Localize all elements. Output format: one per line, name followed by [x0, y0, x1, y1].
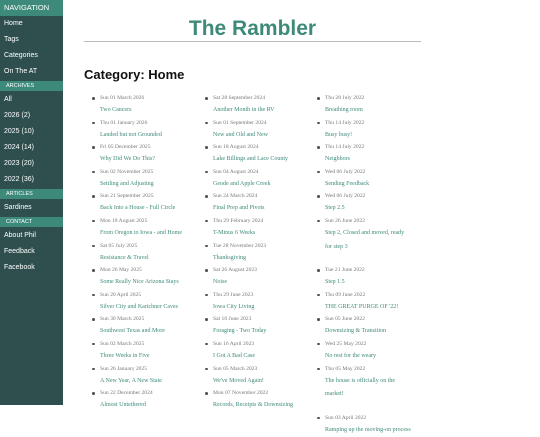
post-date: Tue 21 June 2022 — [317, 265, 425, 276]
post-list-item — [317, 167, 425, 192]
contact-link-feedback[interactable]: Feedback — [4, 248, 35, 255]
post-column-2 — [205, 93, 313, 413]
post-date: Sun 21 September 2025 — [92, 191, 200, 202]
post-list-item — [317, 265, 425, 290]
post-date: Mon 26 May 2025 — [92, 265, 200, 276]
post-list-item — [205, 339, 313, 364]
post-title-link[interactable]: Back Into a House - Full Circle — [100, 205, 176, 212]
post-date: Thu 05 May 2022 — [317, 364, 425, 375]
post-title-link[interactable]: Step 1.5 — [325, 279, 345, 286]
post-title-link[interactable]: Three Weeks in Five — [100, 352, 150, 359]
post-list-item — [205, 241, 313, 266]
post-list-item — [317, 388, 425, 413]
post-list-item — [205, 167, 313, 192]
contact-header: CONTACT — [0, 217, 63, 227]
post-title-link[interactable]: No rest for the weary — [325, 352, 376, 359]
post-title-link[interactable]: Final Prep and Pivots — [213, 205, 265, 212]
post-date: Sun 16 April 2023 — [205, 339, 313, 350]
post-list-item — [92, 93, 200, 118]
nav-link-tags[interactable]: Tags — [4, 36, 19, 43]
post-title-link[interactable]: Landed but not Grounded — [100, 131, 162, 138]
title-divider — [84, 41, 421, 42]
post-title-link[interactable]: Why Did We Do This? — [100, 156, 155, 163]
post-date: Thu 09 June 2022 — [317, 290, 425, 301]
post-list-item — [205, 118, 313, 143]
post-title-link[interactable]: Lake Billings and Lace County — [213, 156, 288, 163]
post-title-link[interactable]: We've Moved Again! — [213, 377, 264, 384]
post-date: Sat 26 August 2023 — [205, 265, 313, 276]
article-link-sardines[interactable]: Sardines — [4, 204, 32, 211]
post-date: Thu 29 June 2023 — [205, 290, 313, 301]
contact-link-about-phil[interactable]: About Phil — [4, 232, 36, 239]
post-list-item — [92, 142, 200, 167]
post-title-link[interactable]: Iowa City Living — [213, 303, 255, 310]
post-title-link[interactable]: Another Month in the RV — [213, 107, 275, 113]
post-date: Mon 07 November 2022 — [205, 388, 313, 399]
post-list-item — [317, 364, 425, 389]
archive-link-all[interactable]: All — [4, 96, 12, 103]
post-list-item — [205, 364, 313, 389]
post-title-link[interactable]: T-Minus 6 Weeks — [213, 229, 256, 236]
post-title-link[interactable]: Silver City and Kartchner Caves — [100, 303, 178, 310]
post-date: Sun 03 April 2022 — [317, 413, 425, 424]
post-title-link[interactable]: Step 2.5 — [325, 205, 345, 212]
post-title-link[interactable]: THE GREAT PURGE OF '22! — [325, 303, 399, 310]
archive-link-2025[interactable]: 2025 (10) — [4, 128, 34, 135]
post-list-item — [317, 118, 425, 143]
post-title-link[interactable]: A New Year, A New State — [100, 377, 162, 384]
articles-header: ARTICLES — [0, 189, 63, 199]
post-title-link[interactable]: Some Really Nice Arizona Stays — [100, 279, 179, 286]
post-title-link[interactable]: Almost Untethered — [100, 402, 146, 409]
post-title-link[interactable]: Downsizing & Transition — [325, 328, 387, 335]
post-date: Sat 05 July 2025 — [92, 241, 200, 252]
post-title-link[interactable]: Settling and Adjusting — [100, 180, 154, 187]
site-title[interactable]: The Rambler — [188, 17, 317, 40]
post-title-link[interactable]: Breathing room — [325, 107, 363, 113]
post-title-link[interactable]: Foraging - Two Today — [213, 328, 267, 335]
post-date: Sun 01 September 2024 — [205, 118, 313, 129]
post-date: Sun 24 March 2024 — [205, 191, 313, 202]
post-date: Sun 05 June 2022 — [317, 314, 425, 325]
post-list-item — [92, 118, 200, 143]
post-title-link[interactable]: Noise — [213, 279, 227, 286]
post-list-item — [205, 191, 313, 216]
post-date: Sun 22 December 2024 — [92, 388, 200, 399]
contact-link-facebook[interactable]: Facebook — [4, 264, 35, 271]
post-list-item — [92, 265, 200, 290]
post-date: Thu 29 February 2024 — [205, 216, 313, 227]
post-title-link[interactable]: Two Cancers — [100, 107, 132, 113]
archive-link-2026[interactable]: 2026 (2) — [4, 112, 31, 119]
post-date: Sun 26 January 2025 — [92, 364, 200, 375]
post-date: Thu 28 July 2022 — [317, 93, 425, 104]
post-title-link[interactable]: From Oregon to Iowa - and Home — [100, 229, 182, 236]
post-list-item — [205, 93, 313, 118]
post-list-item — [205, 265, 313, 290]
sidebar — [0, 0, 63, 405]
post-title-link[interactable]: for step 3 — [325, 243, 348, 250]
post-date: Sun 01 March 2026 — [92, 93, 200, 104]
post-list-item — [92, 167, 200, 192]
post-column-1 — [92, 93, 200, 413]
category-heading: Category: Home — [84, 67, 185, 82]
post-title-link[interactable]: Thanksgiving — [213, 254, 246, 261]
post-title-link[interactable]: Neighbors — [325, 156, 350, 163]
post-list-item — [317, 241, 425, 266]
post-date: Sun 02 November 2025 — [92, 167, 200, 178]
archive-link-2022[interactable]: 2022 (36) — [4, 176, 34, 183]
post-title-link[interactable]: I Got A Bad Case — [213, 352, 255, 359]
post-list-item — [205, 388, 313, 413]
post-date: Sun 04 August 2024 — [205, 167, 313, 178]
post-title-link[interactable]: Busy busy! — [325, 131, 353, 138]
post-title-link[interactable]: The house is officially on the — [325, 377, 396, 384]
post-list-item — [317, 142, 425, 167]
post-date: Tue 28 November 2023 — [205, 241, 313, 252]
post-date: Thu 14 July 2022 — [317, 118, 425, 129]
post-date: Sat 10 June 2023 — [205, 314, 313, 325]
nav-link-on-the-at[interactable]: On The AT — [4, 68, 38, 75]
post-date: Wed 25 May 2022 — [317, 339, 425, 350]
post-list-item — [92, 290, 200, 315]
post-date: Wed 06 July 2022 — [317, 167, 425, 178]
archive-link-2024[interactable]: 2024 (14) — [4, 144, 34, 151]
archives-header: ARCHIVES — [0, 81, 63, 91]
nav-link-home[interactable]: Home — [4, 20, 23, 27]
post-title-link[interactable]: Southwest Texas and More — [100, 328, 165, 335]
post-title-link[interactable]: Records, Receipts & Downsizing — [213, 402, 293, 409]
post-list-item — [317, 290, 425, 315]
post-list-item — [205, 142, 313, 167]
post-date: Thu 14 July 2022 — [317, 142, 425, 153]
post-list-item — [92, 314, 200, 339]
post-list-item — [92, 191, 200, 216]
post-list-item — [317, 339, 425, 364]
post-list-item — [317, 93, 425, 118]
post-list-item — [317, 314, 425, 339]
post-date: Thu 01 January 2026 — [92, 118, 200, 129]
post-title-link[interactable]: Step 2, Closed and moved, ready — [325, 229, 405, 236]
post-date: Wed 06 July 2022 — [317, 191, 425, 202]
post-date: Sun 05 March 2023 — [205, 364, 313, 375]
post-list-item — [205, 314, 313, 339]
post-list-item — [92, 364, 200, 389]
post-date: Sun 02 March 2025 — [92, 339, 200, 350]
post-list-item — [317, 191, 425, 216]
post-title-link[interactable]: Geode and Apple Creek — [213, 180, 271, 187]
post-title-link[interactable]: market! — [325, 391, 344, 398]
post-list-item — [92, 388, 200, 413]
post-list-item — [317, 216, 425, 241]
post-column-3 — [317, 93, 425, 437]
post-date: Sun 30 March 2025 — [92, 314, 200, 325]
post-list-item — [205, 216, 313, 241]
post-list-item — [205, 290, 313, 315]
post-title-link[interactable]: Ramping up the moving-on process — [325, 426, 411, 433]
post-title-link[interactable]: Sending Feedback — [325, 180, 370, 187]
archive-link-2023[interactable]: 2023 (20) — [4, 160, 34, 167]
post-list-item — [92, 216, 200, 241]
post-date: Mon 18 August 2025 — [92, 216, 200, 227]
post-list-item — [92, 339, 200, 364]
post-date: Sun 20 April 2025 — [92, 290, 200, 301]
post-date: Sun 18 August 2024 — [205, 142, 313, 153]
post-title-link[interactable]: New and Old and New — [213, 131, 268, 138]
post-title-link[interactable]: Resistance & Travel — [100, 254, 149, 261]
post-date: Sun 26 June 2022 — [317, 216, 425, 227]
post-list-item — [317, 413, 425, 437]
post-date: Sat 28 September 2024 — [205, 93, 313, 104]
post-date: Fri 05 December 2025 — [92, 142, 200, 153]
nav-link-categories[interactable]: Categories — [4, 52, 38, 59]
post-list-item — [92, 241, 200, 266]
navigation-header: NAVIGATION — [0, 0, 63, 16]
